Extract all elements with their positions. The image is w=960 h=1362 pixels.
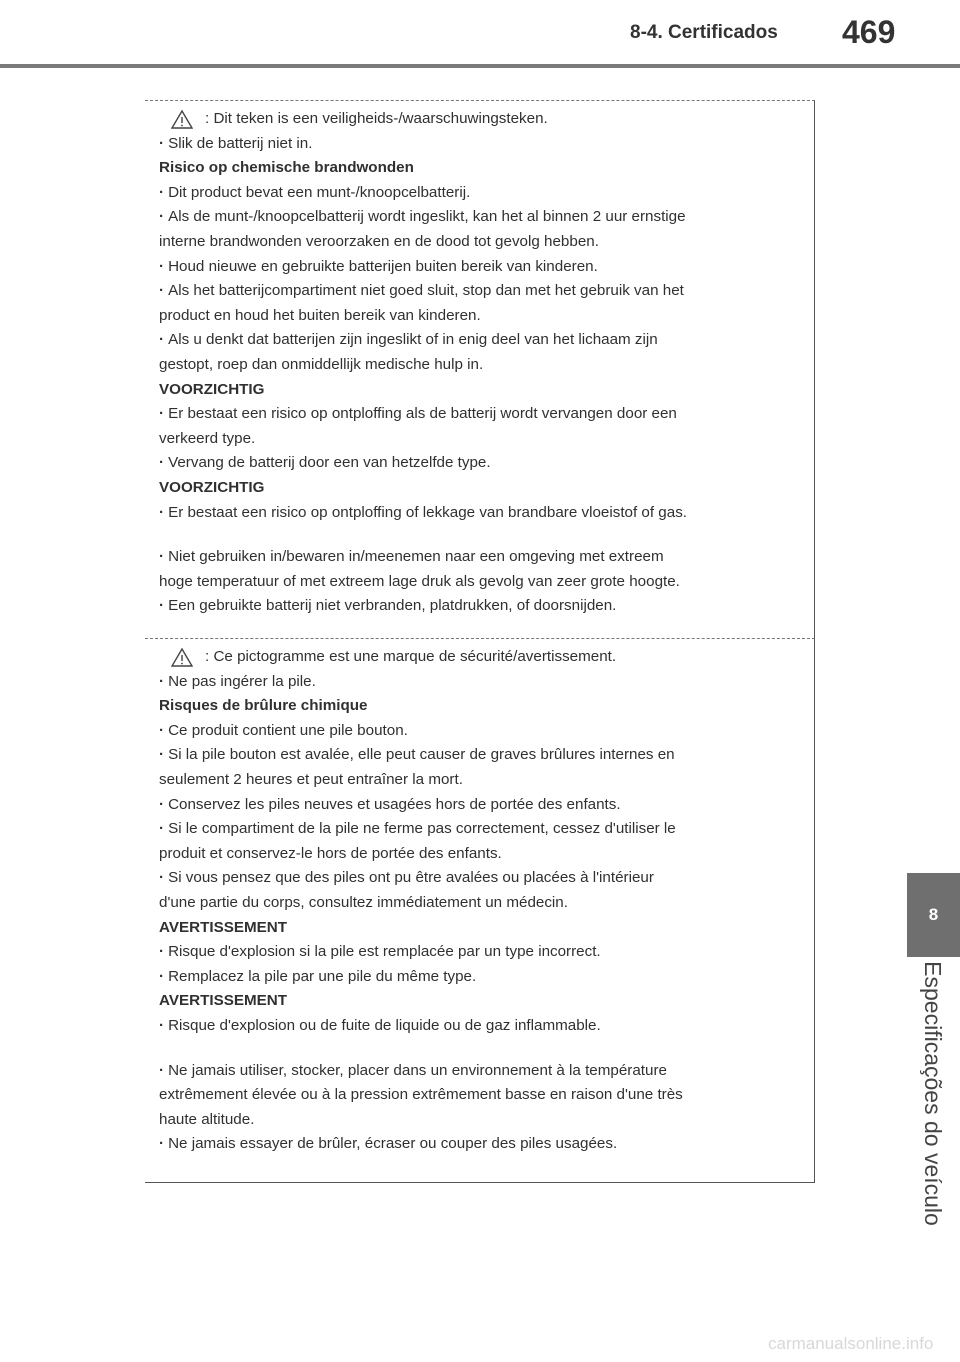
nl-heading: Risico op chemische brandwonden (159, 159, 414, 177)
nl-bullet: · Als de munt-/knoopcelbatterij wordt ingeslikt, kan het al binnen 2 uur ernstige (159, 205, 804, 230)
spacer (159, 1039, 804, 1059)
nl-symbol-line (159, 107, 804, 132)
warning-triangle-icon (171, 647, 193, 667)
nl-bullet-cont: product en houd het buiten bereik van kinderen. (159, 306, 481, 324)
nl-bullet-cont: gestopt, roep dan onmiddellijk medische hulp in. (159, 355, 484, 373)
watermark-text: carmanualsonline.info (768, 1334, 934, 1353)
nl-symbol-text: : Dit teken is een veiligheids-/waarschuwingsteken. (205, 110, 548, 127)
fr-bullet: · Ne jamais essayer de brûler, écraser ou couper des piles usagées. (159, 1132, 804, 1157)
nl-bullet-cont: verkeerd type. (159, 429, 256, 447)
fr-bullet-cont: seulement 2 heures et peut entraîner la mort. (159, 770, 463, 788)
fr-bullet-cont: extrêmement élevée ou à la pression extrêmement basse en raison d'une très (159, 1086, 683, 1104)
dutch-warning-panel (145, 100, 815, 638)
fr-bullet: · Conservez les piles neuves et usagées hors de portée des enfants. (159, 793, 804, 818)
nl-bullet: · Vervang de batterij door een van hetzelfde type. (159, 451, 804, 476)
chapter-tab (907, 873, 960, 957)
nl-bullet: · Als u denkt dat batterijen zijn ingeslikt of in enig deel van het lichaam zijn (159, 328, 804, 353)
fr-bullet: · Risque d'explosion si la pile est remplacée par un type incorrect. (159, 940, 804, 965)
fr-bullet: · Remplacez la pile par une pile du même type. (159, 965, 804, 990)
fr-bullet: · Si vous pensez que des piles ont pu être avalées ou placées à l'intérieur (159, 866, 804, 891)
fr-symbol-line (159, 645, 804, 670)
fr-bullet: · Si la pile bouton est avalée, elle peut causer de graves brûlures internes en (159, 743, 804, 768)
chapter-side-title (905, 962, 960, 1224)
nl-bullet: · Houd nieuwe en gebruikte batterijen buiten bereik van kinderen. (159, 255, 804, 280)
nl-heading: VOORZICHTIG (159, 478, 265, 496)
fr-heading: AVERTISSEMENT (159, 992, 287, 1010)
fr-bullet-cont: haute altitude. (159, 1110, 255, 1128)
nl-bullet: · Niet gebruiken in/bewaren in/meenemen naar een omgeving met extreem (159, 545, 804, 570)
fr-bullet: · Si le compartiment de la pile ne ferme pas correctement, cessez d'utiliser le (159, 817, 804, 842)
section-title: 8-4. Certificados (630, 22, 778, 43)
fr-bullet: · Ne jamais utiliser, stocker, placer dans un environnement à la température (159, 1059, 804, 1084)
nl-bullet: · Er bestaat een risico op ontploffing of lekkage van brandbare vloeistof of gas. (159, 501, 804, 526)
nl-bullet: · Slik de batterij niet in. (159, 132, 804, 157)
nl-heading: VOORZICHTIG (159, 380, 265, 398)
chapter-number: 8 (928, 905, 939, 924)
nl-bullet-cont: hoge temperatuur of met extreem lage druk als gevolg van zeer grote hoogte. (159, 572, 680, 590)
nl-bullet: · Dit product bevat een munt-/knoopcelbatterij. (159, 181, 804, 206)
fr-bullet: · Ce produit contient une pile bouton. (159, 719, 804, 744)
fr-heading: AVERTISSEMENT (159, 918, 287, 936)
nl-bullet: · Er bestaat een risico op ontploffing als de batterij wordt vervangen door een (159, 402, 804, 427)
fr-symbol-text: : Ce pictogramme est une marque de sécurité/avertissement. (205, 648, 617, 665)
fr-bullet: · Risque d'explosion ou de fuite de liquide ou de gaz inflammable. (159, 1014, 804, 1039)
warning-triangle-icon (171, 109, 193, 129)
fr-heading: Risques de brûlure chimique (159, 697, 368, 715)
header-divider (0, 64, 960, 68)
fr-bullet-cont: produit et conservez-le hors de portée des enfants. (159, 844, 502, 862)
spacer (159, 525, 804, 545)
chapter-title-text: Especificações do veículo (920, 960, 946, 1226)
fr-bullet: · Ne pas ingérer la pile. (159, 670, 804, 695)
nl-bullet: · Als het batterijcompartiment niet goed sluit, stop dan met het gebruik van het (159, 279, 804, 304)
page-number: 469 (842, 14, 896, 50)
nl-bullet-cont: interne brandwonden veroorzaken en de dood tot gevolg hebben. (159, 232, 599, 250)
fr-bullet-cont: d'une partie du corps, consultez immédiatement un médecin. (159, 893, 568, 911)
french-warning-panel (145, 638, 815, 1183)
nl-bullet: · Een gebruikte batterij niet verbranden, platdrukken, of doorsnijden. (159, 594, 804, 619)
